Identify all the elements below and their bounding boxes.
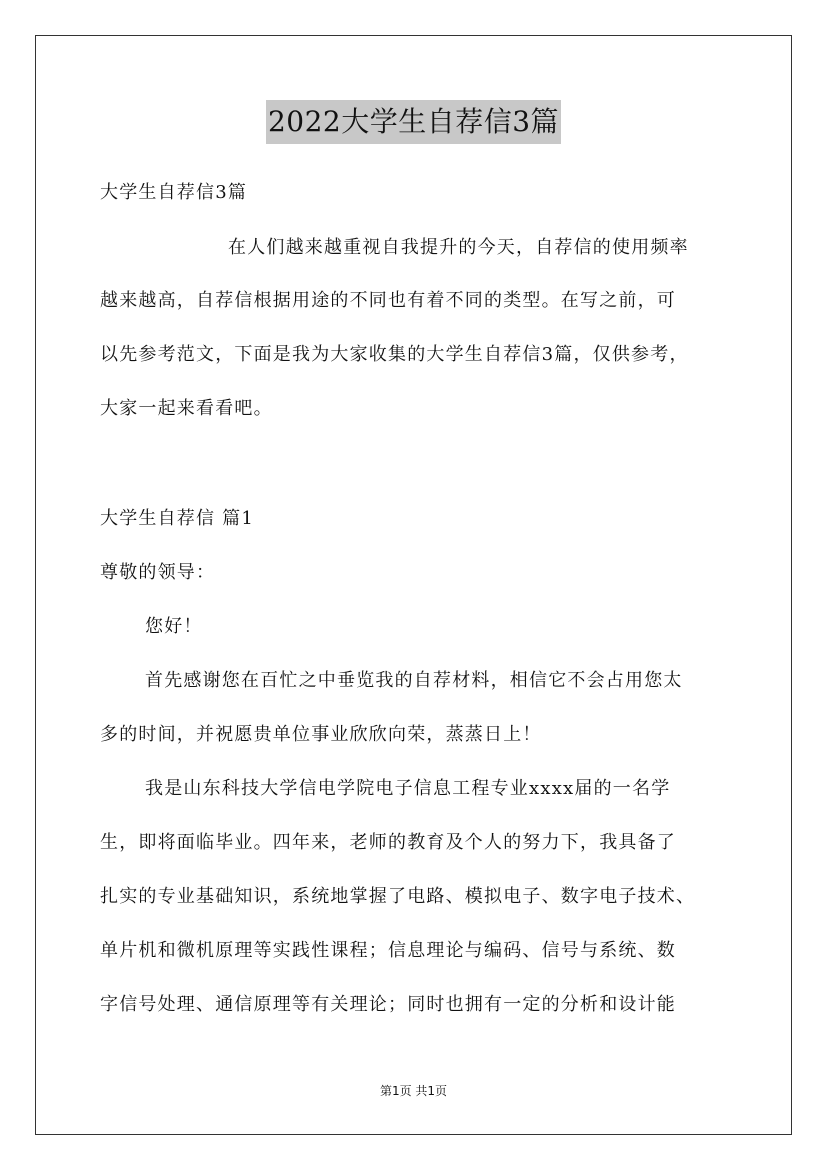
paragraph-line: 我是山东科技大学信电学院电子信息工程专业xxxx届的一名学 [145, 778, 671, 799]
intro-line: 越来越高，自荐信根据用途的不同也有着不同的类型。在写之前，可 [100, 290, 676, 311]
paragraph-line: 字信号处理、通信原理等有关理论；同时也拥有一定的分析和设计能 [100, 994, 676, 1015]
intro-line: 以先参考范文，下面是我为大家收集的大学生自荐信3篇，仅供参考， [100, 344, 689, 365]
intro-line: 在人们越来越重视自我提升的今天，自荐信的使用频率 [228, 237, 689, 258]
paragraph-line: 首先感谢您在百忙之中垂览我的自荐材料，相信它不会占用您太 [145, 670, 683, 691]
section-heading: 大学生自荐信 篇1 [100, 508, 254, 529]
salutation: 尊敬的领导： [100, 562, 216, 583]
page-footer: 第1页 共1页 [379, 1084, 448, 1098]
paragraph-line: 生，即将面临毕业。四年来，老师的教育及个人的努力下，我具备了 [100, 832, 676, 853]
paragraph-line: 扎实的专业基础知识，系统地掌握了电路、模拟电子、数字电子技术、 [100, 886, 696, 907]
title-container [0, 100, 827, 144]
paragraph-line: 多的时间，并祝愿贵单位事业欣欣向荣，蒸蒸日上！ [100, 724, 542, 745]
greeting: 您好！ [145, 616, 203, 637]
document-title: 2022大学生自荐信3篇 [266, 100, 561, 144]
intro-line: 大家一起来看看吧。 [100, 398, 273, 419]
document-subtitle: 大学生自荐信3篇 [100, 182, 248, 203]
paragraph-line: 单片机和微机原理等实践性课程；信息理论与编码、信号与系统、数 [100, 940, 676, 961]
